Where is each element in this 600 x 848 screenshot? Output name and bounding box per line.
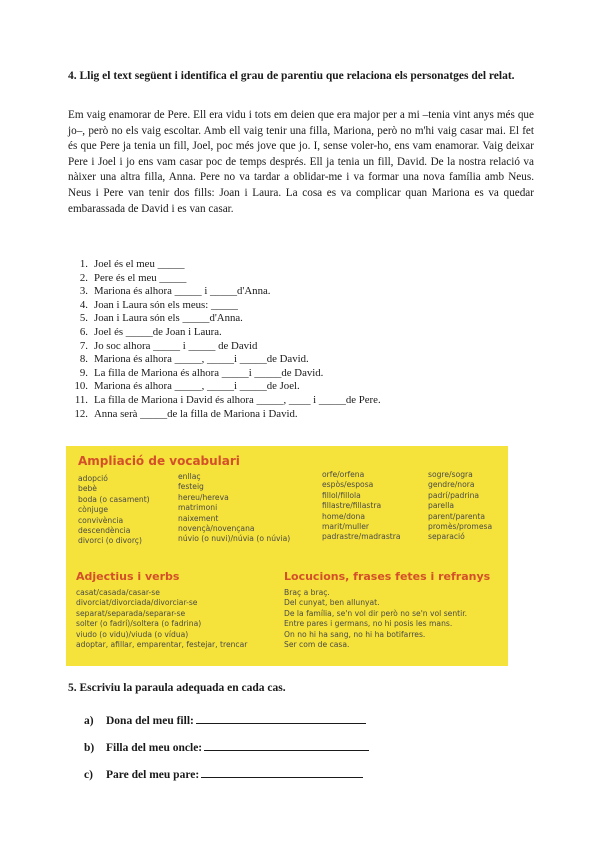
vocab-phrase: De la família, se'n vol dir però no se'n vol sentir. xyxy=(284,608,468,618)
adjectives-heading: Adjectius i verbs xyxy=(76,570,180,583)
vocab-word: orfe/orfena xyxy=(322,470,365,479)
vocab-word: sogre/sogra xyxy=(428,470,473,479)
adjectives-list xyxy=(76,588,247,650)
vocab-word: matrimoni xyxy=(178,503,218,513)
vocab-word: promès/promesa xyxy=(428,521,493,531)
question-number: 1. xyxy=(79,258,88,270)
vocab-word: parella xyxy=(428,501,454,511)
vocab-word: convivència xyxy=(78,515,124,525)
question-number: 6. xyxy=(79,325,88,338)
vocab-word: hereu/hereva xyxy=(178,492,229,502)
vocab-word: enllaç xyxy=(178,472,201,481)
question-number: 3. xyxy=(79,285,88,298)
question-number: 2. xyxy=(79,271,88,284)
vocab-word: divorciat/divorciada/divorciar-se xyxy=(76,598,198,608)
vocab-word: cònjuge xyxy=(78,505,109,515)
question-number: 10. xyxy=(74,380,88,393)
fill-in-item xyxy=(84,711,366,727)
vocab-word: padrí/padrina xyxy=(428,490,480,500)
vocab-phrase: Braç a braç. xyxy=(284,588,330,597)
question-item xyxy=(68,380,381,394)
question-item xyxy=(68,299,381,313)
question-item xyxy=(68,340,381,354)
question-number: 11. xyxy=(74,393,88,406)
question-number: 12. xyxy=(74,407,88,420)
vocab-word: novençà/novençana xyxy=(178,523,255,533)
answer-blank[interactable] xyxy=(204,738,369,751)
section-4-title: 4. Llig el text següent i identifica el grau de parentiu que relaciona els personatges del relat. xyxy=(68,70,515,82)
question-number: 8. xyxy=(79,353,88,366)
question-text: Joel és el meu _____ xyxy=(94,258,185,270)
vocab-phrase: Entre pares i germans, no hi posis les mans. xyxy=(284,619,453,629)
vocab-word: viudo (o vidu)/viuda (o vídua) xyxy=(76,629,189,639)
question-item xyxy=(68,353,381,367)
vocab-word: adopció xyxy=(78,474,108,483)
vocab-phrase: On no hi ha sang, no hi ha botifarres. xyxy=(284,629,426,639)
vocab-column-1 xyxy=(78,474,150,547)
vocab-word: núvio (o nuvi)/núvia (o núvia) xyxy=(178,534,291,544)
vocab-word: boda (o casament) xyxy=(78,494,150,504)
item-prompt: Pare del meu pare: xyxy=(106,769,200,781)
question-text: Joan i Laura són els meus: _____ xyxy=(94,298,238,311)
item-prompt: Filla del meu oncle: xyxy=(106,742,203,754)
story-paragraph: Em vaig enamorar de Pere. Ell era vidu i tots em deien que era major per a mi –tenia vint anys més que jo–, però no els vaig escoltar. Amb ell vaig tenir una filla, Mariona, però no m'hi vaig casar mai. El fet és que Pere ja tenia un fill, Joel, poc més jove que jo. I, sense voler-ho, ens vam enamorar. Vaig deixar Pere i Joel i jo ens vam casar poc de temps després. Ell ja tenia un fill, David. De la nostra relació va nàixer una altra filla, Anna. Pere no va tardar a oblidar-me i va formar una nova família amb Neus. Neus i Pere van tenir dos fills: Joan i Laura. La cosa es va complicar quan Mariona es va quedar embarassada de David i es van casar. xyxy=(68,109,534,215)
item-letter: b) xyxy=(84,742,95,754)
vocab-word: home/dona xyxy=(322,511,366,521)
vocab-word: espòs/esposa xyxy=(322,480,374,490)
question-number: 7. xyxy=(79,339,88,352)
question-text: La filla de Mariona és alhora _____i _____de David. xyxy=(94,366,324,379)
question-number: 5. xyxy=(79,312,88,325)
question-item xyxy=(68,285,381,299)
locutions-heading: Locucions, frases fetes i refranys xyxy=(284,570,491,583)
vocab-column-4 xyxy=(428,470,492,543)
vocab-column-3 xyxy=(322,470,401,543)
vocab-column-2 xyxy=(178,472,290,545)
vocab-word: fillastre/fillastra xyxy=(322,501,382,511)
vocab-word: divorci (o divorç) xyxy=(78,536,142,546)
question-item xyxy=(68,367,381,381)
vocab-word: separació xyxy=(428,532,465,542)
vocab-word: descendència xyxy=(78,525,131,535)
question-item xyxy=(68,258,381,272)
fill-in-item xyxy=(84,738,369,754)
question-item xyxy=(68,394,381,408)
section-5-title: 5. Escriviu la paraula adequada en cada cas. xyxy=(68,682,286,694)
question-text: Joan i Laura són els _____d'Anna. xyxy=(94,312,243,325)
answer-blank[interactable] xyxy=(196,711,366,724)
vocab-word: gendre/nora xyxy=(428,480,475,490)
vocab-word: marit/muller xyxy=(322,521,370,531)
vocabulary-box xyxy=(66,446,508,666)
question-item xyxy=(68,312,381,326)
question-text: Mariona és alhora _____, _____i _____de David. xyxy=(94,353,309,366)
vocab-word: solter (o fadrí)/soltera (o fadrina) xyxy=(76,619,202,629)
question-number: 4. xyxy=(79,298,88,311)
question-text: Joel és _____de Joan i Laura. xyxy=(94,325,222,338)
vocab-word: parent/parenta xyxy=(428,511,485,521)
vocab-word: festeig xyxy=(178,482,204,492)
locutions-list xyxy=(284,588,467,650)
vocab-phrase: Del cunyat, ben allunyat. xyxy=(284,598,380,608)
vocab-word: casat/casada/casar-se xyxy=(76,588,160,597)
vocab-phrase: Ser com de casa. xyxy=(284,639,350,649)
fill-in-item xyxy=(84,765,363,781)
vocab-word: separat/separada/separar-se xyxy=(76,608,186,618)
vocab-word: adoptar, afillar, emparentar, festejar, trencar xyxy=(76,639,248,649)
question-text: Pere és el meu _____ xyxy=(94,271,187,284)
question-text: Mariona és alhora _____ i _____d'Anna. xyxy=(94,285,271,298)
vocab-word: bebè xyxy=(78,484,97,494)
item-prompt: Dona del meu fill: xyxy=(106,715,194,727)
answer-blank[interactable] xyxy=(201,765,363,778)
question-number: 9. xyxy=(79,366,88,379)
item-letter: a) xyxy=(84,715,94,727)
question-text: Jo soc alhora _____ i _____ de David xyxy=(94,339,258,352)
question-item xyxy=(68,272,381,286)
vocab-word: naixement xyxy=(178,513,219,523)
vocabulary-heading: Ampliació de vocabulari xyxy=(78,454,240,468)
question-text: Mariona és alhora _____, _____i _____de Joel. xyxy=(94,380,300,393)
vocab-word: fillol/fillola xyxy=(322,490,361,500)
question-item xyxy=(68,326,381,340)
question-text: La filla de Mariona i David és alhora _____, ____ i _____de Pere. xyxy=(94,393,381,406)
vocab-word: padrastre/madrastra xyxy=(322,532,401,542)
question-text: Anna serà _____de la filla de Mariona i David. xyxy=(94,407,298,420)
item-letter: c) xyxy=(84,769,93,781)
question-item xyxy=(68,408,381,422)
questions-list xyxy=(68,258,381,421)
